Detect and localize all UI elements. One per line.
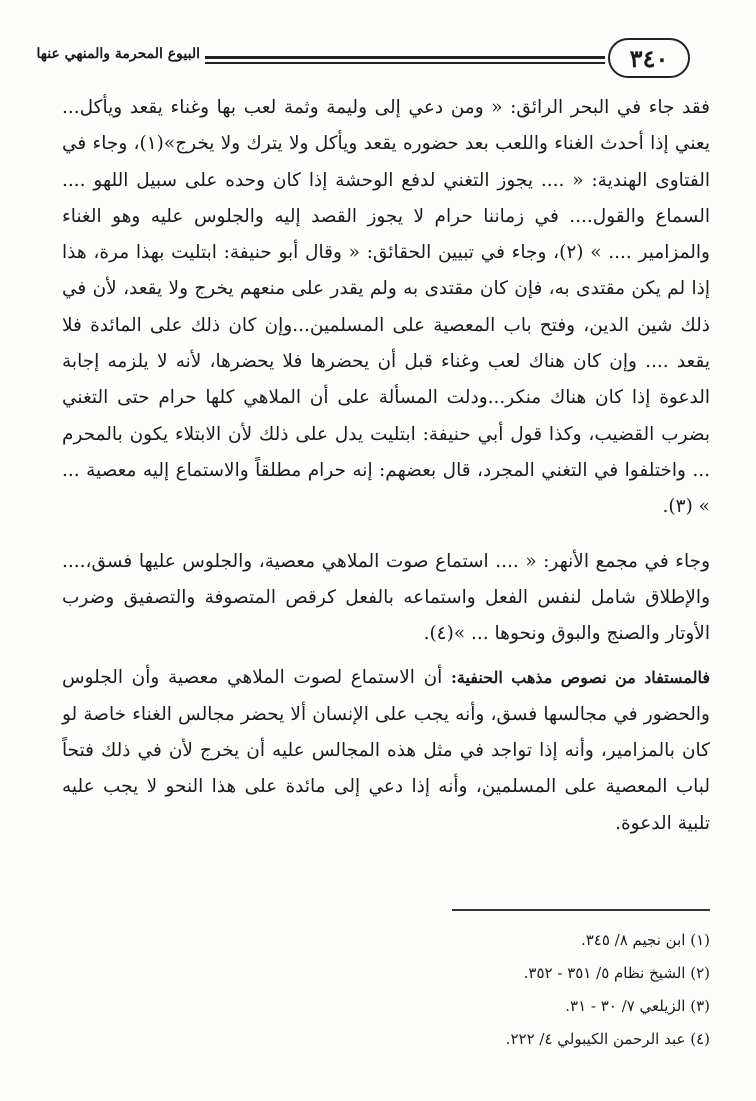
header-rule-thin: [205, 62, 605, 64]
running-title: البيوع المحرمة والمنهي عنها: [36, 46, 200, 62]
paragraph-3: [62, 660, 710, 841]
footnote-4: (٤) عبد الرحمن الكيبولي ٤/ ٢٢٢.: [505, 1030, 710, 1048]
page-header: [0, 0, 756, 100]
footnotes: [300, 924, 710, 1056]
footnote-3: (٣) الزيلعي ٧/ ٣٠ - ٣١.: [565, 997, 710, 1015]
page-number: ٣٤٠: [608, 38, 690, 78]
paragraph-3-text: أن الاستماع لصوت الملاهي معصية وأن الجلوس والحضور في مجالسها فسق، وأنه يجب على الإنسان ألا يحضر مجالس الغناء خاصة لو كان بالمزامير، وأنه إذا تواجد في مثل هذه المجالس عليه أن يخرج لأن في ذلك فتحاً لباب المعصية على المسلمين، وأنه إذا دعي إلى مائدة على هذا النحو لا يجب عليه تلبية الدعوة.: [62, 667, 710, 834]
header-rule-thick: [205, 56, 605, 59]
footnote-2: (٢) الشيخ نظام ٥/ ٣٥١ - ٣٥٢.: [523, 964, 710, 982]
main-text: [62, 90, 710, 842]
paragraph-1: فقد جاء في البحر الرائق: « ومن دعي إلى وليمة وثمة لعب بها وغناء يقعد ويأكل... يعني إذا أحدث الغناء واللعب بعد حضوره يقعد ويأكل ولا يترك ولا يخرج»(١)، وجاء في الفتاوى الهندية: « .... يجوز التغني لدفع الوحشة إذا كان وحده على سبيل اللهو .... السماع والقول.... في زماننا حرام لا يجوز القصد إليه والجلوس عليه وهو الغناء والمزامير .... » (٢)، وجاء في تبيين الحقائق: « وقال أبو حنيفة: ابتليت بهذا مرة، هذا إذا لم يكن مقتدى به، فإن كان مقتدى به ولم يقدر على منعهم يخرج ولا يقعد، لأن في ذلك شين الدين، وفتح باب المعصية على المسلمين...وإن كان ذلك على المائدة فلا يقعد .... وإن كان هناك لعب وغناء قبل أن يحضرها فلا يحضرها، لأنه لا يلزمه إجابة الدعوة إذا كان هناك منكر...ودلت المسألة على أن الملاهي كلها حرام حتى التغني بضرب القضيب، وكذا قول أبي حنيفة: ابتليت يدل على ذلك لأن الابتلاء يكون بالمحرم ... واختلفوا في التغني المجرد، قال بعضهم: إنه حرام مطلقاً والاستماع إليه معصية ... » (٣).: [62, 97, 710, 518]
paragraph-2: وجاء في مجمع الأنهر: « .... استماع صوت الملاهي معصية، والجلوس عليها فسق،.... والإطلاق شامل لنفس الفعل واستماعه بالفعل كرقص المتصوفة والتصفيق وضرب الأوتار والصنج والبوق ونحوها ... »(٤).: [62, 550, 710, 645]
footnote-1: (١) ابن نجيم ٨/ ٣٤٥.: [580, 931, 710, 949]
paragraph-3-lead: فالمستفاد من نصوص مذهب الحنفية:: [450, 668, 710, 688]
footnote-separator: [452, 909, 710, 911]
